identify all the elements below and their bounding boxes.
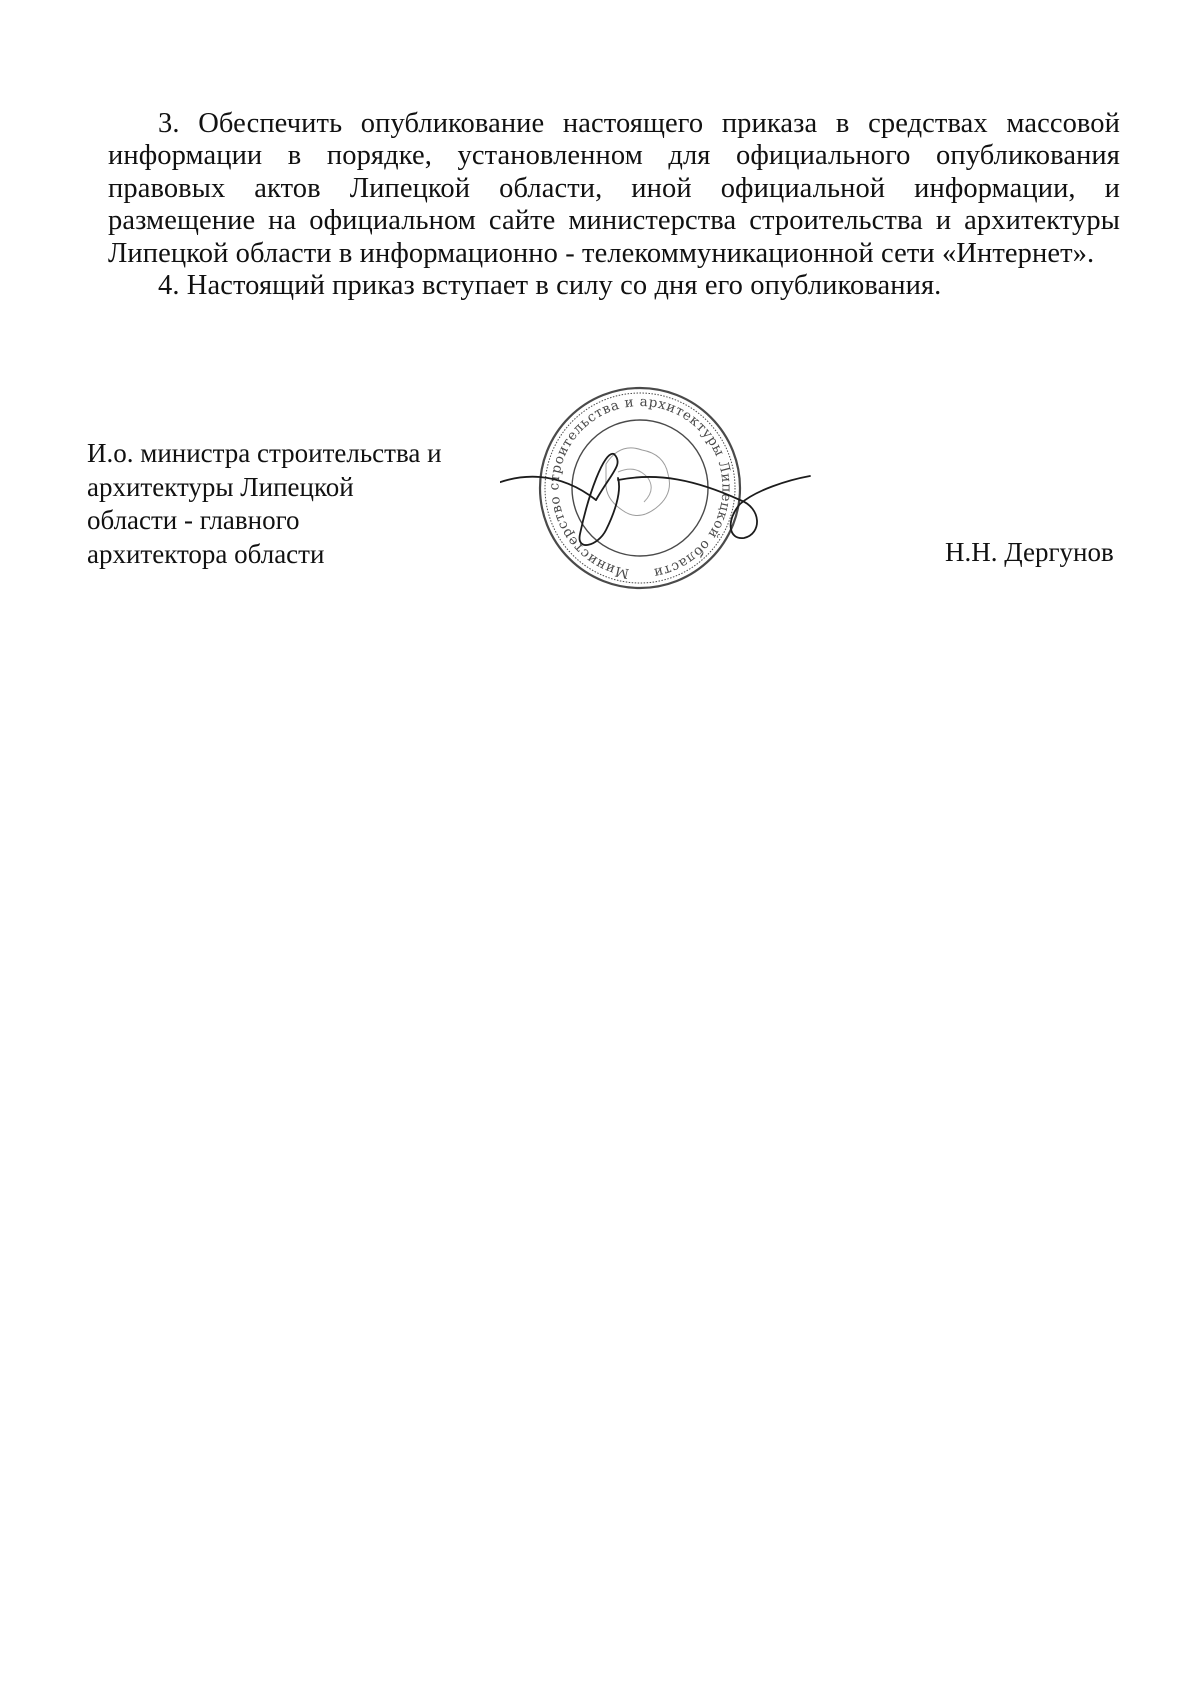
signatory-position-line: архитектуры Липецкой	[87, 471, 354, 502]
paragraph-4: 4. Настоящий приказ вступает в силу со дня его опубликования.	[158, 270, 942, 302]
signatory-position-line: области - главного	[87, 505, 300, 535]
signatory-position	[87, 437, 487, 571]
seal-ring-text: Министерство строительства и архитектуры Липецкой области	[546, 393, 735, 582]
signer-name: Н.Н. Дергунов	[945, 537, 1114, 567]
signatory-position-line: И.о. министра строительства и	[87, 438, 442, 468]
handwritten-signature	[500, 454, 810, 545]
signatory-position-line: архитектора области	[87, 538, 325, 569]
official-seal-with-signature	[500, 380, 820, 620]
document-body	[108, 108, 1120, 302]
paragraph-3: 3. Обеспечить опубликование настоящего приказа в средствах массовой информации в порядке, установленном для официального опубликования правовых актов Липецкой области, иной официальной информации, и размещение на официальном сайте министерства строительства и архитектуры Липецкой области в информационно - телекоммуникационной сети «Интернет».	[108, 108, 1120, 269]
